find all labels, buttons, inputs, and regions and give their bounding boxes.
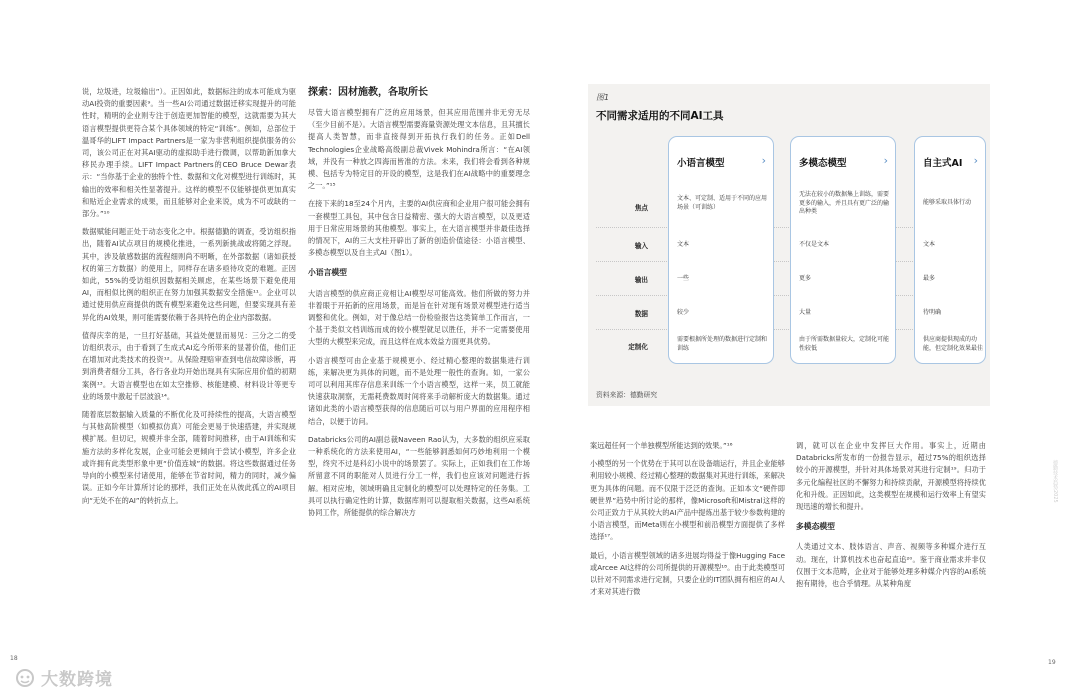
cell-output: 一些 (677, 275, 690, 282)
chevron-right-icon: › (883, 154, 888, 167)
cell-customization: 需要根据所处理的数据进行定制和训练 (677, 336, 768, 352)
cell-data: 大量 (799, 309, 812, 316)
row-label-data: 数据 (634, 310, 648, 318)
cell-data: 较少 (677, 309, 690, 316)
paragraph: Databricks公司的AI副总裁Naveen Rao认为，大多数的组织应采取一种系统化的方法来使用AI，“一些能够洞悉如何巧妙地利用一个模型，终究不过是科幻小说中的场景罢了。实际上，正如我们在工作场所留意不同的职能对人员进行分工一样，我们也应该对问题进行拆解。相对应地，领域明确且定制化的模型可以处理特定的任务集。工具可以执行确定性的计算，数据库则可以提取相关数据，这些AI系统协同工作，所能提供的综合解决方 (308, 434, 530, 518)
cell-input: 不仅是文本 (799, 241, 830, 248)
paragraph: 小模型的另一个优势在于其可以在设备端运行，并且企业能够利用较小规模、经过精心整理的数据集对其进行训练，来解决更为具体的问题。而不仅限于泛泛的查询。正如本文“硬件即硬世界”趋势中所讨论的那样，像Microsoft和Mistral这样的公司正致力于从其较大的AI产品中提炼出基于较少参数构建的小语言模型，而Meta则在小模型和前沿模型方面提供了多样选择¹⁷。 (590, 459, 785, 542)
paragraph: 说，垃圾进，垃圾输出”）。正因如此，数据标注的成本可能成为驱动AI投资的重要因素⁹。当一些AI公司通过数据迁移实现提升的可能性时，精明的企业则专注于创造更加智能的模型，这就需要为其大语言模型提供更符合某个具体领域的特定“训练”。例如，总部位于温哥华的LIFT Impact Partners是一家为非营利组织提供服务的公司，该公司正在对其AI驱动的虚拟助手进行微调，以帮助新加拿大移民办理手续。LIFT Impact Partners的CEO Bruce Dewar表示：“当你基于企业的独特个性、数据和文化对模型进行训练时，其输出的效率和相关性显著提升。这样的模型不仅能够提供更加真实和贴近企业需求的成果，而且能够对企业来说，成为不可或缺的一部分。”¹⁰ (82, 87, 296, 219)
subsection-heading: 小语言模型 (308, 268, 347, 278)
section-heading: 探索：因材施教，各取所长 (308, 87, 428, 98)
chevron-right-icon: › (761, 154, 766, 167)
row-label-input: 输入 (634, 242, 648, 250)
watermark-text: 大数跨境 (41, 670, 113, 690)
figure-source: 资料来源：德勤研究 (596, 391, 658, 399)
left-column-1 (82, 86, 296, 513)
right-column-2 (796, 440, 986, 596)
row-label-customization: 定制化 (628, 343, 648, 351)
cell-input: 文本 (923, 241, 936, 248)
watermark-logo-icon (15, 668, 35, 688)
running-sidebar: 德勤技术趋势2025 (1052, 460, 1058, 503)
paragraph: 尽管大语言模型拥有广泛的应用场景，但其应用范围并非无穷无尽（至少目前不是）。大语言模型需要海量资源处理文本信息，且其擅长提高人类智慧，而非直接得到开拓执行我们的任务。正如Dell Technologies企业战略高级副总裁Vivek Mohindra所言：“在AI领域，并没有一种放之四海而皆准的方法。未来，我们将会看到各种规模、包括专为特定目的开设的模型，这是我们在AI战略中的重要理念之一。”¹⁵ (308, 108, 530, 191)
cell-focus: 文本、可定制、适用于不同的应用场景（可训练） (677, 195, 768, 211)
cell-output: 最多 (923, 275, 936, 282)
cell-customization: 由于所需数据量较大，定制化可能性较低 (799, 336, 890, 352)
chevron-right-icon: › (973, 154, 978, 167)
card-title: 自主式AI (923, 158, 963, 169)
paragraph: 人类通过文本、肢体语言、声音、视频等多种媒介进行互动。现在，计算机技术也奋起直追²⁰。鉴于商业需求并非仅仅围于文本范畴，企业对于能够处理多种媒介内容的AI系统抱有期待，也合乎情理。从某种角度 (796, 542, 986, 589)
cell-focus: 无法在较小的数据集上训练，需要更多的输入，并且具有更广泛的输出种类 (799, 191, 890, 216)
paragraph: 大语言模型的供应商正竞相让AI模型尽可能高效。他们所做的努力并非着眼于开拓新的应用场景，而是旨在针对现有场景对模型进行适当调整和优化。例如，对于像总结一份检验报告这类简单工作而言，一个基于类似文档训练而成的较小模型就足以胜任，并不一定需要使用大型的大模型来完成，而且这样在成本效益方面更具优势。 (308, 288, 530, 347)
paragraph: 数据赋能问题正处于动态变化之中。根据德勤的调查，受访组织指出，随着AI试点项目的规模化推进，一系列新挑战或将随之浮现。其中，涉及敏感数据的流程细则尚不明晰，在外部数据（诸如获授权的第三方数据）的使用上，同样存在诸多亟待攻克的难题。正因如此，55%的受访组织因数据相关顾虑，在某些场景下避免使用AI，而相似比例的组织正在努力加强其数据安全措施¹¹。企业可以通过使用供应商提供的既有模型来避免这些问题，但要实现具有差异化的AI效果，则可能需要依赖于各具特色的企业内部数据。 (82, 227, 296, 322)
paragraph: 最后，小语言模型领域的诸多进展均得益于像Hugging Face或Arcee AI这样的公司所提供的开源模型¹⁸。由于此类模型可以针对不同需求进行定制，只要企业的IT团队拥有相应的AI人才来对其进行微 (590, 550, 785, 597)
paragraph: 调，就可以在企业中发挥巨大作用。事实上，近期由Databricks所发布的一份报告显示，超过75%的组织选择较小的开源模型，并针对具体场景对其进行定制¹⁹。归功于多元化编程社区的不懈努力和持续贡献，开源模型将持续优化和升级。正因如此，这类模型在规模和运行效率上有望实现迅速的增长和提升。 (796, 441, 986, 512)
cell-data: 待明确 (923, 309, 942, 316)
card-agentic-ai (914, 136, 986, 364)
card-title: 多模态模型 (799, 158, 847, 169)
paragraph: 值得庆幸的是，一旦打好基础，其益处便显而易见：三分之二的受访组织表示，由于看到了生成式AI迄今所带来的显著价值，他们正在增加对此类技术的投资¹²。从保险理赔审查到电信故障诊断，再到消费者细分工具，各行各业均开始出现具有实际应用价值的初期案例¹³。大语言模型也在如太空推修、核能建模、材料设计等更专业的场景中激起千层波浪¹⁴。 (82, 330, 296, 401)
paragraph: 案远超任何一个单独模型所能达到的效果。”¹⁶ (590, 441, 733, 450)
paragraph: 小语言模型可由企业基于规模更小、经过精心整理的数据集进行训练，来解决更为具体的问题，而不是处理一般性的查询。如，一家公司可以利用其库存信息来训练一个小语言模型，这样一来，员工就能快速获取洞察，无需耗费数周时间将来手动解析庞大的数据集。通过诸如此类的小语言模型获得的信息随后可以与用户界面的应用程序相结合，以便于访问。 (308, 355, 530, 426)
paragraph: 随着底层数据输入质量的不断优化及可持续性的提高，大语言模型与其他高阶模型（如模拟仿真）可能会更易于快速搭建，并实现规模扩展。但切记，规模并非全部，随着时间推移，由于AI训练和实施方法的多样化发展，企业可能会更倾向于尝试小模型，许多企业或许拥有此类型形象中更“价值连城”的数据。将这些数据通过任务导向的小模型来付诸使用，能够在节省时间，精力的同时，减少偏误。正如今年计算所讨论的那样，我们正处在从彼此孤立的AI项目向“无处不在的AI”的转折点上。 (82, 410, 296, 505)
cell-output: 更多 (799, 275, 812, 282)
subsection-heading: 多模态模型 (796, 522, 835, 532)
left-column-2 (308, 86, 530, 525)
page-number-left: 18 (10, 655, 18, 662)
figure-title: 不同需求适用的不同AI工具 (596, 110, 724, 122)
row-label-focus: 焦点 (634, 204, 648, 212)
card-multimodal-model (790, 136, 896, 364)
cell-input: 文本 (677, 241, 690, 248)
figure-1 (588, 84, 990, 406)
card-small-language-model (668, 136, 774, 364)
cell-customization: 供应商提供现成的功能，但定制化效果最佳 (923, 336, 984, 352)
figure-label: 图1 (596, 93, 610, 102)
row-label-output: 输出 (634, 276, 648, 284)
card-title: 小语言模型 (677, 158, 725, 169)
watermark (15, 665, 113, 690)
paragraph: 在接下来的18至24个月内，主要的AI供应商和企业用户很可能会拥有一套模型工具包，其中包含日益精密、强大的大语言模型，以及更适用于日常应用场景的其他模型。事实上，在大语言模型并非最佳选择的情况下，AI的三大支柱开辟出了新的创造价值途径：小语言模型、多模态模型以及自主式AI（图1）。 (308, 199, 530, 258)
page-number-right: 19 (1048, 659, 1056, 666)
cell-focus: 能够采取具体行动 (923, 199, 972, 206)
right-column-1 (590, 440, 785, 604)
